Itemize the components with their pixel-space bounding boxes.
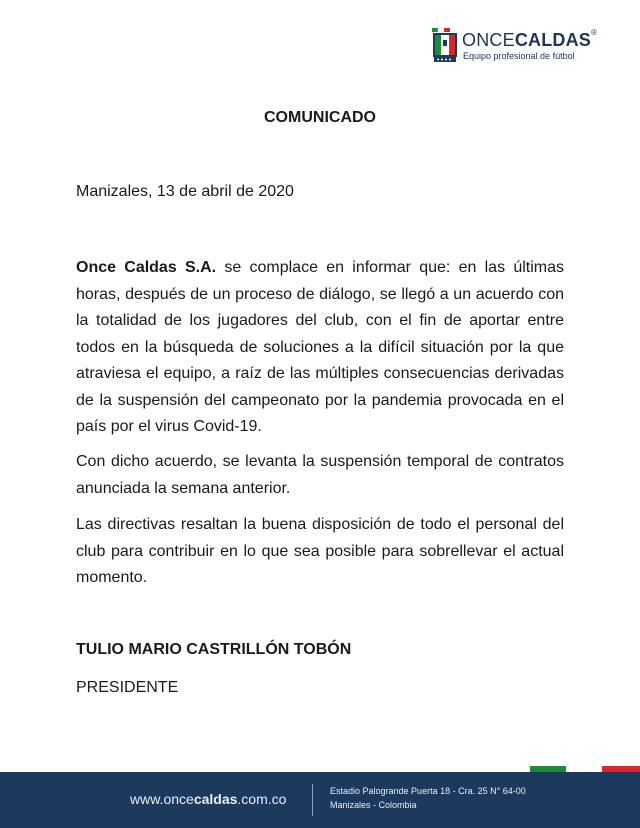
footer-divider [312,784,313,816]
club-logo [432,26,602,66]
brand-tagline: Equipo profesional de fútbol [463,51,575,61]
website-bold: caldas [193,791,238,807]
brand-name [462,30,597,51]
paragraph-suspension-lifted: Con dicho acuerdo, se levanta la suspensión temporal de contratos anunciada la semana anterior. [76,453,564,497]
registered-mark: ® [591,28,598,37]
signer-role: PRESIDENTE [76,679,179,696]
document-title: COMUNICADO [264,109,376,126]
company-name: Once Caldas S.A. [76,259,217,276]
website-prefix: www.once [130,791,194,807]
paragraph-agreement [76,255,564,441]
footer-address-line1: Estadio Palogrande Puerta 18 - Cra. 25 N° 64-00 [330,786,526,796]
paragraph-agreement-text: se complace en informar que: en las últimas horas, después de un proceso de diálogo, se llegó a un acuerdo con la totalidad de los jugadores del club, con el fin de aportar entre todos en la búsqueda de soluciones a la difícil situación por la que atraviesa el equipo, a raíz de las múltiples consecuencias derivadas de la suspensión del campeonato por la pandemia provocada en el país por el virus Covid-19. [76,259,565,435]
footer-address-line2: Manizales - Colombia [330,800,417,810]
signer-name: TULIO MARIO CASTRILLÓN TOBÓN [76,641,352,658]
once-caldas-crest-icon [432,26,458,64]
footer-bar [0,772,640,828]
paragraph-management-thanks: Las directivas resaltan la buena disposición de todo el personal del club para contribuir en lo que sea posible para sobrellevar el actual momento. [76,516,564,586]
brand-name-bold: CALDAS [514,30,592,50]
footer-website[interactable] [130,791,286,807]
document-date: Manizales, 13 de abril de 2020 [76,183,294,200]
brand-name-light: ONCE [462,30,515,50]
website-suffix: .com.co [237,791,287,807]
